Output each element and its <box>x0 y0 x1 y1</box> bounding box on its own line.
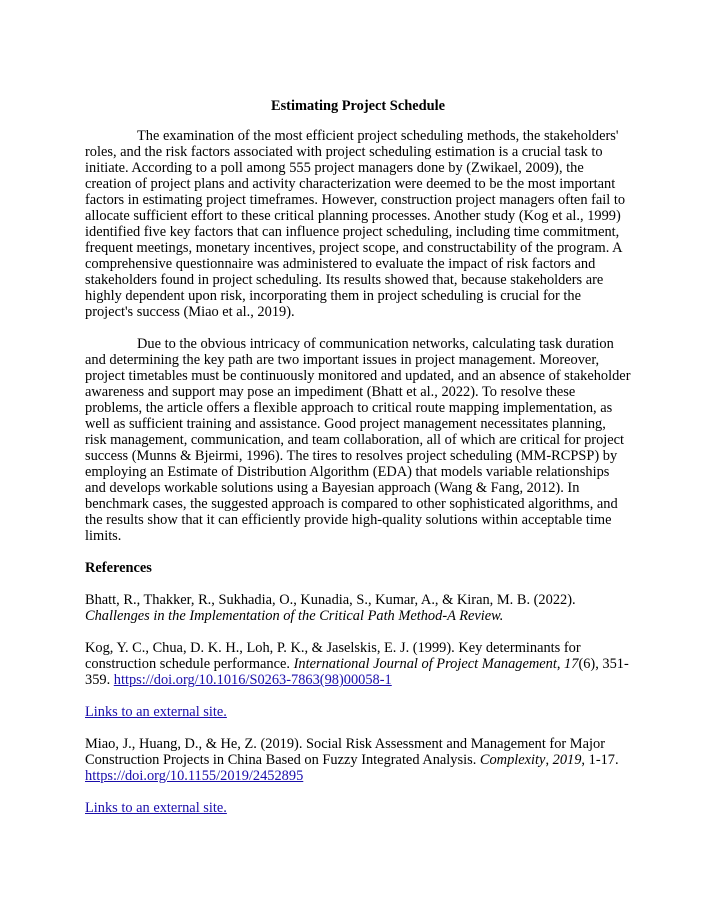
reference-bhatt <box>85 592 631 624</box>
reference-separator: , <box>556 656 565 672</box>
reference-separator: , <box>545 752 553 768</box>
document-title: Estimating Project Schedule <box>270 98 445 114</box>
reference-title: Challenges in the Implementation of the Critical Path Method-A Review. <box>85 608 504 624</box>
reference-volume: 17 <box>564 656 579 672</box>
reference-journal: Complexity <box>479 752 546 768</box>
reference-authors: Kog, Y. C., Chua, D. K. H., Loh, P. K., & Jaselskis, E. J. (1999). Key determinants for construction schedule performance. <box>85 640 581 672</box>
references-heading: References <box>85 560 152 576</box>
external-site-link[interactable]: Links to an external site. <box>85 704 227 720</box>
reference-authors: Bhatt, R., Thakker, R., Sukhadia, O., Kunadia, S., Kumar, A., & Kiran, M. B. (2022). <box>85 592 576 608</box>
reference-journal: International Journal of Project Management <box>293 656 557 672</box>
external-site-link[interactable]: Links to an external site. <box>85 800 227 816</box>
body-paragraph-1: The examination of the most efficient project scheduling methods, the stakeholders' roles, and the risk factors associated with project scheduling estimation is a crucial task to initiate. According to a poll among 555 project managers done by (Zwikael, 2009), the creation of project plans and activity characterization were deemed to be the most important factors in estimating project timeframes. However, construction project managers often fail to allocate sufficient effort to these critical planning processes. Another study (Kog et al., 1999) identified five key factors that can influence project scheduling, including time commitment, frequent meetings, monetary incentives, project scope, and constructability of the program. A comprehensive questionnaire was administered to evaluate the impact of risk factors and stakeholders found in project scheduling. Its results showed that, because stakeholders are highly dependent upon risk, incorporating them in project scheduling is crucial for the project's success (Miao et al., 2019). <box>85 128 626 320</box>
body-paragraph-2: Due to the obvious intricacy of communication networks, calculating task duration and determining the key path are two important issues in project management. Moreover, project timetables must be continuously monitored and updated, and an absence of stakeholder awareness and support may pose an impediment (Bhatt et al., 2022). To resolve these problems, the article offers a flexible approach to critical route mapping implementation, as well as sufficient training and assistance. Good project management necessitates planning, risk management, communication, and team collaboration, all of which are critical for project success (Munns & Bjeirmi, 1996). The tires to resolves project scheduling (MM-RCPSP) by employing an Estimate of Distribution Algorithm (EDA) that models variable relationships and develops workable solutions using a Bayesian approach (Wang & Fang, 2012). In benchmark cases, the suggested approach is compared to other sophisticated algorithms, and the results show that it can efficiently provide high-quality solutions within acceptable time limits. <box>85 336 631 544</box>
reference-miao <box>85 736 631 784</box>
reference-doi-link[interactable]: https://doi.org/10.1155/2019/2452895 <box>85 768 304 784</box>
reference-pages: (6), 351-359. <box>85 656 629 688</box>
reference-volume: 2019 <box>552 752 582 768</box>
reference-pages: , 1-17. <box>581 752 619 768</box>
reference-authors: Miao, J., Huang, D., & He, Z. (2019). Social Risk Assessment and Management for Major Construction Projects in China Based on Fuzzy Integrated Analysis. <box>85 736 605 768</box>
reference-kog <box>85 640 631 688</box>
reference-doi-link[interactable]: https://doi.org/10.1016/S0263-7863(98)00058-1 <box>113 672 392 688</box>
